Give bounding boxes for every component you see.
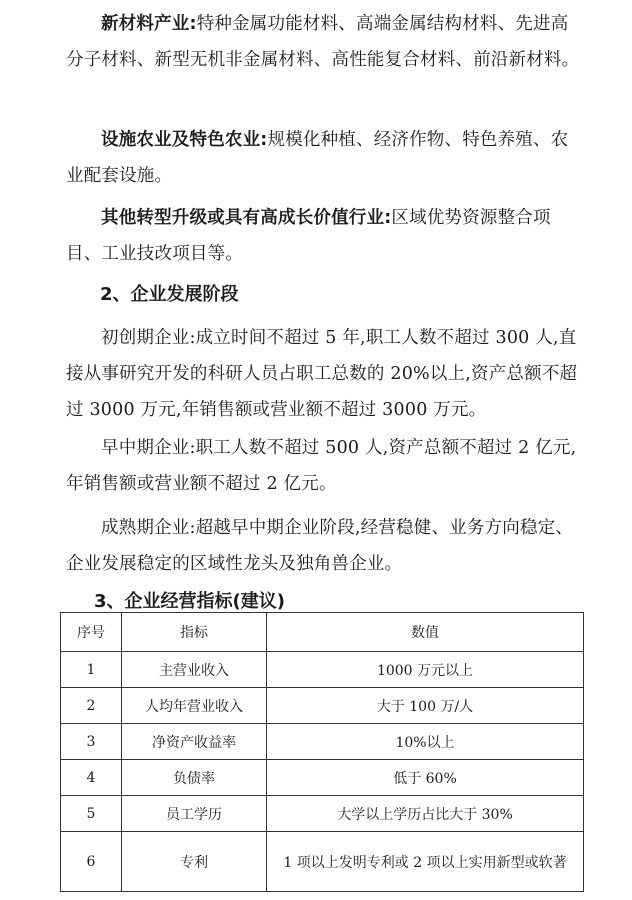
cell-no: 4	[61, 760, 122, 796]
paragraph-other-industries	[66, 200, 586, 272]
cell-value: 1000 万元以上	[267, 652, 584, 688]
column-header-no: 序号	[61, 613, 122, 652]
cell-indicator: 主营业收入	[122, 652, 267, 688]
table-row	[61, 652, 584, 688]
table-row	[61, 724, 584, 760]
cell-no: 1	[61, 652, 122, 688]
cell-no: 2	[61, 688, 122, 724]
stage-early-mid: 早中期企业:职工人数不超过 500 人,资产总额不超过 2 亿元,年销售额或营业额不超过 2 亿元。	[66, 438, 577, 494]
section-3-heading: 3、企业经营指标(建议)	[94, 591, 285, 612]
cell-value: 低于 60%	[267, 760, 584, 796]
cell-indicator: 人均年营业收入	[122, 688, 267, 724]
cell-value: 大于 100 万/人	[267, 688, 584, 724]
paragraph-new-materials	[66, 6, 586, 78]
table-row	[61, 832, 584, 892]
cell-value: 1 项以上发明专利或 2 项以上实用新型或软著	[267, 832, 584, 892]
cell-indicator: 员工学历	[122, 796, 267, 832]
paragraph-agriculture	[66, 122, 586, 194]
cell-indicator: 净资产收益率	[122, 724, 267, 760]
table-row	[61, 688, 584, 724]
cell-indicator: 负债率	[122, 760, 267, 796]
paragraph-lead: 其他转型升级或具有高成长价值行业:	[101, 208, 392, 228]
paragraph-lead: 设施农业及特色农业:	[101, 130, 268, 150]
table-header-row	[61, 613, 584, 652]
cell-no: 3	[61, 724, 122, 760]
cell-no: 5	[61, 796, 122, 832]
column-header-value: 数值	[267, 613, 584, 652]
paragraph-text: 区域优势资源整合项目、工业技改项目等。	[66, 208, 551, 264]
table-row	[61, 796, 584, 832]
section-2-heading: 2、企业发展阶段	[100, 284, 239, 305]
cell-value: 10%以上	[267, 724, 584, 760]
cell-value: 大学以上学历占比大于 30%	[267, 796, 584, 832]
stage-mature: 成熟期企业:超越早中期企业阶段,经营稳健、业务方向稳定、企业发展稳定的区域性龙头及独角兽企业。	[66, 518, 574, 574]
table-row	[61, 760, 584, 796]
operating-indicators-table	[60, 612, 584, 892]
paragraph-text: 规模化种植、经济作物、特色养殖、农业配套设施。	[66, 130, 569, 186]
paragraph-lead: 新材料产业:	[101, 14, 197, 34]
cell-no: 6	[61, 832, 122, 892]
column-header-indicator: 指标	[122, 613, 267, 652]
stage-startup: 初创期企业:成立时间不超过 5 年,职工人数不超过 300 人,直接从事研究开发的科研人员占职工总数的 20%以上,资产总额不超过 3000 万元,年销售额或营业额不超过 3000 万元。	[66, 328, 578, 420]
paragraph-text: 特种金属功能材料、高端金属结构材料、先进高分子材料、新型无机非金属材料、高性能复合材料、前沿新材料。	[66, 14, 580, 70]
cell-indicator: 专利	[122, 832, 267, 892]
